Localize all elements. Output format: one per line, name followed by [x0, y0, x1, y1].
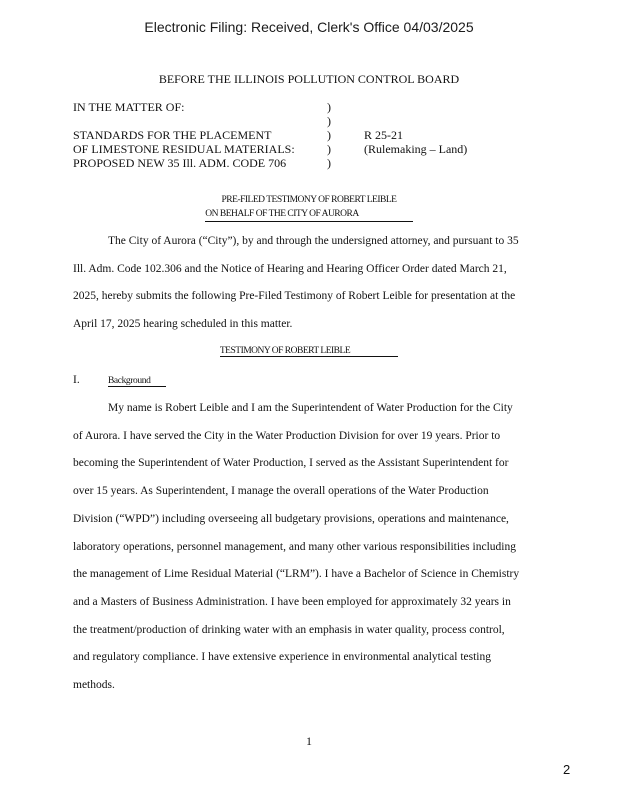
caption-paren: ): [327, 128, 331, 142]
page-number: 1: [306, 734, 312, 748]
section-number: I.: [73, 374, 80, 386]
caption-paren: ): [327, 142, 331, 156]
testimony-title: [0, 193, 618, 222]
paragraph-line: 2025, hereby submits the following Pre-Filed Testimony of Robert Leible for presentation at the: [73, 290, 516, 303]
title-line-1: PRE-FILED TESTIMONY OF ROBERT LEIBLE: [221, 195, 397, 205]
paragraph-line: becoming the Superintendent of Water Production, I served as the Assistant Superintendent for: [73, 457, 509, 470]
paragraph-line: the treatment/production of drinking water with an emphasis in water quality, process control,: [73, 623, 505, 636]
paragraph-line: methods.: [73, 679, 115, 692]
caption-paren: ): [327, 114, 331, 128]
paragraph-line: laboratory operations, personnel management, and many other various responsibilities including: [73, 540, 516, 553]
paragraph-line: and regulatory compliance. I have extensive experience in environmental analytical testing: [73, 651, 491, 664]
caption-line-1: STANDARDS FOR THE PLACEMENT: [73, 128, 272, 142]
paragraph-line: My name is Robert Leible and I am the Superintendent of Water Production for the City: [108, 402, 513, 414]
background-paragraph: [73, 395, 543, 700]
caption-line-3: PROPOSED NEW 35 Ill. ADM. CODE 706: [73, 156, 287, 170]
caption-paren: ): [327, 100, 331, 114]
paragraph-line: The City of Aurora (“City”), by and through the undersigned attorney, and pursuant to 35: [108, 235, 519, 247]
section-heading: [108, 374, 166, 387]
title-line-2: ON BEHALF OF THE CITY OF AURORA: [205, 207, 412, 222]
filing-stamp: Electronic Filing: Received, Clerk's Office 04/03/2025: [144, 19, 474, 35]
paragraph-line: April 17, 2025 hearing scheduled in this matter.: [73, 318, 293, 331]
testimony-heading-text: TESTIMONY OF ROBERT LEIBLE: [220, 346, 398, 357]
paragraph-line: and a Masters of Business Administration. I have been employed for approximately 32 years in: [73, 595, 511, 608]
rulemaking-type: (Rulemaking – Land): [364, 142, 468, 156]
board-heading: BEFORE THE ILLINOIS POLLUTION CONTROL BOARD: [158, 72, 460, 86]
caption-paren: ): [327, 156, 331, 170]
docket-number: R 25-21: [364, 128, 403, 142]
intro-paragraph: [73, 228, 543, 339]
paragraph-line: of Aurora. I have served the City in the Water Production Division for over 19 years. Prior to: [73, 429, 501, 442]
testimony-heading: [0, 346, 618, 357]
caption-line-2: OF LIMESTONE RESIDUAL MATERIALS:: [73, 142, 295, 156]
paragraph-line: the management of Lime Residual Material (“LRM”). I have a Bachelor of Science in Chemistry: [73, 568, 520, 581]
paragraph-line: Division (“WPD”) including overseeing all budgetary provisions, operations and maintenance,: [73, 512, 509, 525]
section-label: Background: [108, 376, 166, 387]
pdf-page-number: 2: [563, 762, 571, 777]
paragraph-line: Ill. Adm. Code 102.306 and the Notice of Hearing and Hearing Officer Order dated March 21,: [73, 262, 507, 275]
in-the-matter: IN THE MATTER OF:: [73, 100, 185, 114]
paragraph-line: over 15 years. As Superintendent, I manage the overall operations of the Water Production: [73, 485, 489, 498]
